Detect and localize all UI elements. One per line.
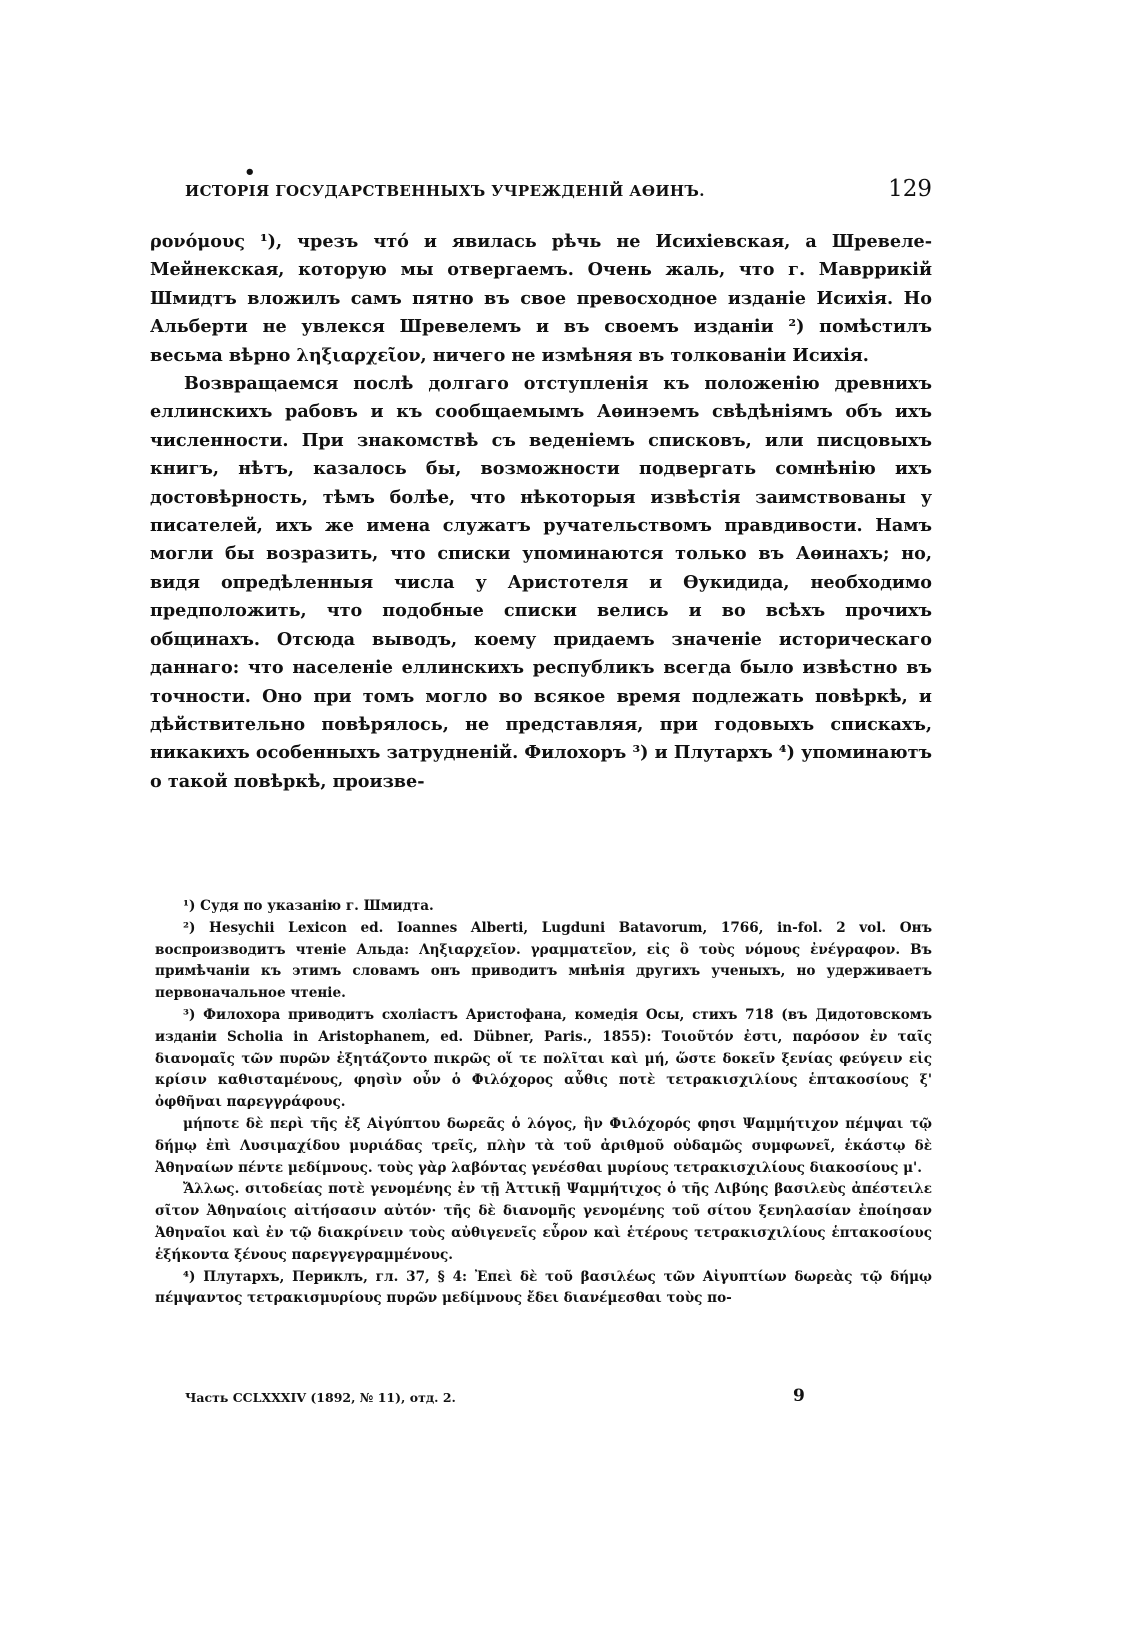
footnote-3-continuation-a: μήποτε δὲ περὶ τῆς ἐξ Αἰγύπτου δωρεᾶς ὁ λόγος, ἣν Φιλόχορός φησι Ψαμμήτιχον πέμψαι τῷ δήμῳ ἐπὶ Λυσιμαχίδου μυριάδας τρεῖς, πλὴν τὰ τοῦ ἀριθμοῦ οὐδαμῶς συμφωνεῖ, ἑκάστῳ δὲ Ἀθηναίων πέντε μεδίμνους. τοὺς γὰρ λαβόντας γενέσθαι μυρίους τετρακισχιλίους διακοσίους μ'.: [155, 1115, 932, 1176]
page-number: 129: [888, 176, 932, 202]
page-header: [185, 176, 932, 208]
running-title: ИСТОРІЯ ГОСУДАРСТВЕННЫХЪ УЧРЕЖДЕНІЙ АѲИНЪ.: [185, 182, 705, 200]
footnotes: [155, 896, 932, 1310]
paragraph-2: Возвращаемся послѣ долгаго отступленія къ положенію древнихъ еллинскихъ рабовъ и къ сообщаемымъ Аѳинэемъ свѣдѣніямъ объ ихъ численности. При знакомствѣ съ веденіемъ списковъ, или писцовыхъ книгъ, нѣтъ, казалось бы, возможности подвергать сомнѣнію ихъ достовѣрность, тѣмъ болѣе, что нѣкоторыя извѣстія заимствованы у писателей, ихъ же имена служатъ ручательствомъ правдивости. Намъ могли бы возразить, что списки упоминаются только въ Аѳинахъ; но, видя опредѣленныя числа у Аристотеля и Ѳукидида, необходимо предположить, что подобные списки велись и во всѣхъ прочихъ общинахъ. Отсюда выводъ, коему придаемъ значеніе историческаго даннаго: что населеніе еллинскихъ республикъ всегда было извѣстно въ точности. Оно при томъ могло во всякое время подлежать повѣркѣ, и дѣйствительно повѣрялось, не представляя, при годовыхъ спискахъ, никакихъ особенныхъ затрудненій. Филохоръ ³) и Плутархъ ⁴) упоминаютъ о такой повѣркѣ, произве-: [150, 373, 932, 792]
journal-signature: Часть CCLXXXIV (1892, № 11), отд. 2.: [185, 1390, 456, 1405]
footnote-1: ¹) Судя по указанію г. Шмидта.: [183, 898, 434, 914]
paragraph-1: ρονόμους ¹), чрезъ чтó и явилась рѣчь не Исихіевская, а Шревеле-Мейнекская, которую мы отвергаемъ. Очень жаль, что г. Мавррикій Шмидтъ вложилъ самъ пятно въ свое превосходное изданіе Исихія. Но Альберти не увлекся Шревелемъ и въ своемъ изданіи ²) помѣстилъ весьма вѣрно ληξιαρχεῖον, ничего не измѣняя въ толкованіи Исихія.: [150, 231, 932, 366]
footnote-2: ²) Hesychii Lexicon ed. Ioannes Alberti, Lugduni Batavorum, 1766, in-fol. 2 vol. Онъ воспроизводитъ чтеніе Альда: Ληξιαρχεῖον. γραμματεῖον, εἰς ὃ τοὺς νόμους ἐνέγραφον. Въ примѣчаніи къ этимъ словамъ онъ приводитъ мнѣнія другихъ ученыхъ, но удерживаетъ первоначальное чтеніе.: [155, 919, 932, 1002]
footnote-4: ⁴) Плутархъ, Периклъ, гл. 37, § 4: Ἐπεὶ δὲ τοῦ βασιλέως τῶν Αἰγυπτίων δωρεὰς τῷ δήμῳ πέμψαντος τετρακισμυρίους πυρῶν μεδίμνους ἔδει διανέμεσθαι τοὺς πο-: [155, 1268, 932, 1307]
page-footer: [185, 1386, 835, 1410]
footnote-3: ³) Филохора приводитъ схоліастъ Аристофана, комедія Осы, стихъ 718 (въ Дидотовскомъ изданіи Scholia in Aristophanem, ed. Dübner, Paris., 1855): Τοιοῦτόν ἐστι, παρόσον ἐν ταῖς διανομαῖς τῶν πυρῶν ἐξητάζοντο πικρῶς οἵ τε πολῖται καὶ μή, ὥστε δοκεῖν ξενίας φεύγειν εἰς κρίσιν καθισταμένους, φησὶν οὖν ὁ Φιλόχορος αὖθις ποτὲ τετρακισχιλίους ἑπτακοσίους ξ' ὀφθῆναι παρεγγράφους.: [155, 1006, 932, 1111]
ink-dot: •: [244, 162, 256, 183]
main-text: [150, 228, 932, 796]
footnote-3-continuation-b: Ἄλλως. σιτοδείας ποτὲ γενομένης ἐν τῇ Ἀττικῇ Ψαμμήτιχος ὁ τῆς Λιβύης βασιλεὺς ἀπέστειλε σῖτον Ἀθηναίοις αἰτήσασιν αὐτόν· τῆς δὲ διανομῆς γενομένης τοῦ σίτου ξενηλασίαν ἐποίησαν Ἀθηναῖοι καὶ ἐν τῷ διακρίνειν τοὺς αὐθιγενεῖς εὗρον καὶ ἑτέρους τετρακισχιλίους ἑπτακοσίους ἑξήκοντα ξένους παρεγγεγραμμένους.: [155, 1181, 932, 1263]
sheet-mark: 9: [793, 1386, 805, 1406]
